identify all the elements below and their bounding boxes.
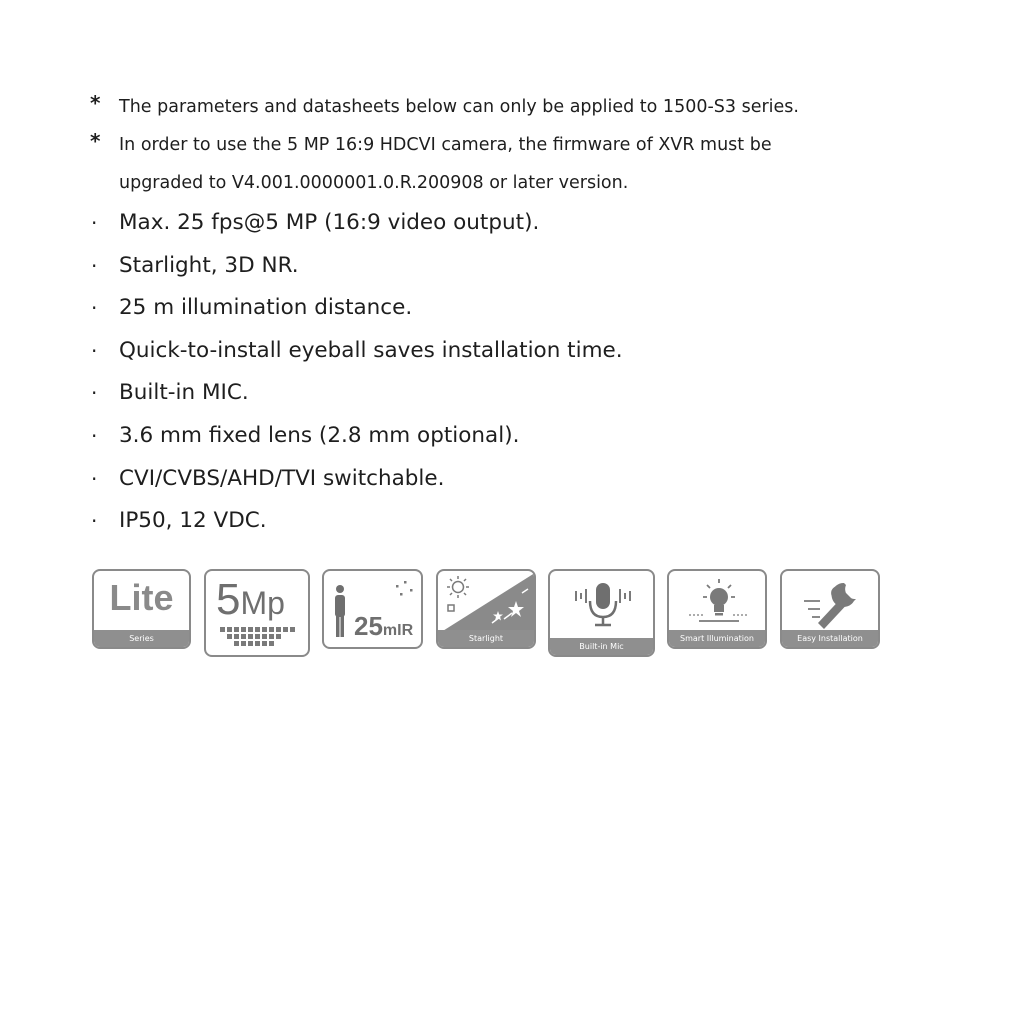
feature-text: 25 m illumination distance.	[119, 295, 413, 321]
feature-text: Max. 25 fps@5 MP (16:9 video output).	[119, 210, 540, 235]
feature-item	[88, 500, 908, 543]
bullet-marker: ·	[91, 296, 98, 321]
feature-item	[88, 458, 908, 501]
note-line	[88, 164, 908, 202]
bullet-marker: ·	[91, 338, 98, 363]
asterisk-marker: *	[90, 129, 101, 153]
feature-item	[88, 287, 908, 330]
feature-text: CVI/CVBS/AHD/TVI switchable.	[119, 465, 445, 491]
badge-caption: Built-in Mic	[550, 638, 653, 655]
feature-text: Built-in MIC.	[119, 380, 249, 406]
badge-caption: Easy Installation	[782, 630, 878, 647]
feature-item	[88, 372, 908, 415]
bullet-marker: ·	[91, 423, 98, 448]
feature-text: Quick-to-install eyeball saves installation time.	[119, 337, 623, 363]
asterisk-marker: *	[90, 91, 101, 115]
note-text: In order to use the 5 MP 16:9 HDCVI camera, the firmware of XVR must be	[119, 135, 772, 155]
25m-ir-label: 25mIR	[354, 611, 414, 641]
feature-text: 3.6 mm fixed lens (2.8 mm optional).	[119, 422, 520, 448]
note-text: upgraded to V4.001.0000001.0.R.200908 or later version.	[119, 173, 629, 193]
feature-item	[88, 415, 908, 458]
badge-caption: Starlight	[438, 630, 534, 647]
badge-caption: Smart Illumination	[669, 630, 765, 647]
5mp-resolution-icon	[204, 569, 310, 657]
bullet-marker: ·	[91, 381, 98, 406]
feature-item	[88, 202, 908, 245]
bullet-marker: ·	[91, 509, 98, 534]
bullet-marker: ·	[91, 253, 98, 278]
pixel-grid-icon	[206, 571, 310, 657]
feature-text: Starlight, 3D NR.	[119, 252, 299, 278]
note-line	[88, 88, 908, 126]
notes-block	[88, 88, 908, 202]
lite-series-icon	[92, 569, 191, 649]
microphone-icon	[548, 569, 655, 657]
note-line	[88, 126, 908, 164]
bullet-marker: ·	[91, 211, 98, 235]
bullet-marker: ·	[91, 466, 98, 491]
feature-item	[88, 330, 908, 373]
5mp-label: 5Mp	[216, 575, 285, 624]
note-text: The parameters and datasheets below can only be applied to 1500-S3 series.	[119, 97, 799, 117]
easy-installation-icon	[780, 569, 880, 649]
feature-list	[88, 202, 908, 543]
feature-item	[88, 245, 908, 288]
feature-text: IP50, 12 VDC.	[119, 508, 267, 534]
smart-illumination-icon	[667, 569, 767, 649]
lite-label: Lite	[109, 577, 174, 618]
starlight-icon	[436, 569, 536, 649]
badge-caption: Series	[94, 630, 189, 647]
25m-ir-icon	[322, 569, 423, 649]
